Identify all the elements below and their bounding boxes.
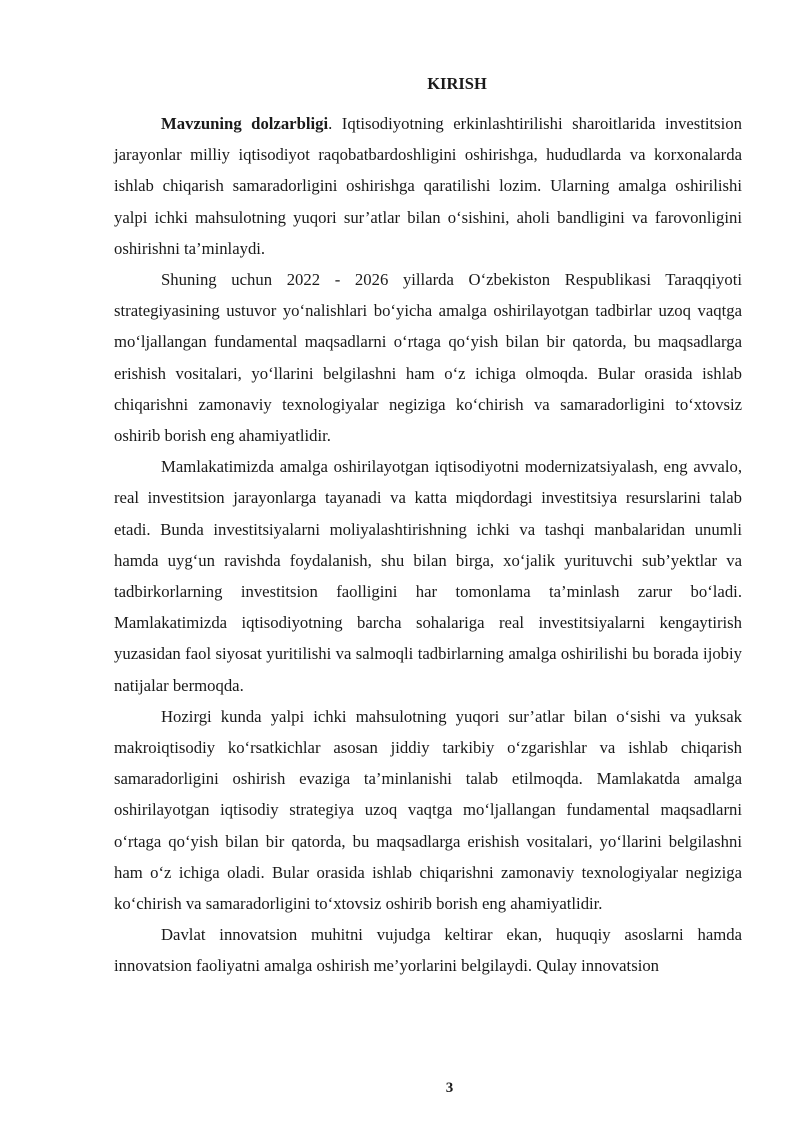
body-text	[114, 108, 742, 982]
paragraph-text: Davlat innovatsion muhitni vujudga keltirar ekan, huquqiy asoslarni hamda innovatsion faoliyatni amalga oshirish me’yorlarini belgilaydi. Qulay innovatsion	[114, 925, 742, 976]
section-heading: KIRISH	[427, 74, 487, 93]
paragraph-text: Hozirgi kunda yalpi ichki mahsulotning yuqori sur’atlar bilan o‘sishi va yuksak makroiqtisodiy ko‘rsatkichlar asosan jiddiy tarkibiy o‘zgarishlar va ishlab chiqarish samaradorligini oshirish evaziga ta’minlanishi talab etilmoqda. Mamlakatda amalga oshirilayotgan iqtisodiy strategiya uzoq vaqtga mo‘ljallangan fundamental maqsadlarni o‘rtaga qo‘yish bilan bir qatorda, bu maqsadlarga erishish vositalari, yo‘llarini belgilashni ham o‘z ichiga oladi. Bular orasida ishlab chiqarishni zamonaviy texnologiyalar negiziga ko‘chirish va samaradorligini to‘xtovsiz oshirib borish eng ahamiyatlidir.	[114, 706, 742, 914]
paragraph-1	[114, 108, 742, 264]
paragraph-text: Mamlakatimizda amalga oshirilayotgan iqtisodiyotni modernizatsiyalash, eng avvalo, real investitsion jarayonlarga tayanadi va katta miqdordagi investitsiya resurslarini talab etadi. Bunda investitsiyalarni moliyalashtirishning ichki va tashqi manbalaridan unumli hamda uyg‘un ravishda foydalanish, shu bilan birga, xo‘jalik yurituvchi sub’yektlar va tadbirkorlarning investitsion faolligini har tomonlama ta’minlash zarur bo‘ladi. Mamlakatimizda iqtisodiyotning barcha sohalariga real investitsiyalarni kengaytirish yuzasidan faol siyosat yuritilishi va salmoqli tadbirlarning amalga oshirilishi bu borada ijobiy natijalar bermoqda.	[114, 457, 742, 695]
paragraph-text: Shuning uchun 2022 - 2026 yillarda O‘zbekiston Respublikasi Taraqqiyoti strategiyasining ustuvor yo‘nalishlari bo‘yicha amalga oshirilayotgan tadbirlar uzoq vaqtga mo‘ljallangan fundamental maqsadlarni o‘rtaga qo‘yish bilan bir qatorda, bu maqsadlarga erishish vositalari, yo‘llarini belgilashni ham o‘z ichiga olmoqda. Bular orasida ishlab chiqarishni zamonaviy texnologiyalar negiziga ko‘chirish va samaradorligini to‘xtovsiz oshirib borish eng ahamiyatlidir.	[114, 270, 742, 446]
paragraph-2	[114, 264, 742, 451]
paragraph-4	[114, 701, 742, 919]
paragraph-lead: Mavzuning dolzarbligi	[161, 114, 329, 133]
paragraph-5	[114, 919, 742, 981]
page-number: 3	[445, 1080, 454, 1096]
paragraph-3	[114, 451, 742, 701]
paragraph-text: . Iqtisodiyotning erkinlashtirilishi sharoitlarida investitsion jarayonlar milliy iqtisodiyot raqobatbardoshligini oshirishga, hududlarda va korxonalarda ishlab chiqarish samaradorligini oshirishga qaratilishi lozim. Ularning amalga oshirilishi yalpi ichki mahsulotning yuqori sur’atlar bilan o‘sishini, aholi bandligini va farovonligini oshirishni ta’minlaydi.	[114, 114, 742, 258]
document-page	[114, 0, 742, 1131]
